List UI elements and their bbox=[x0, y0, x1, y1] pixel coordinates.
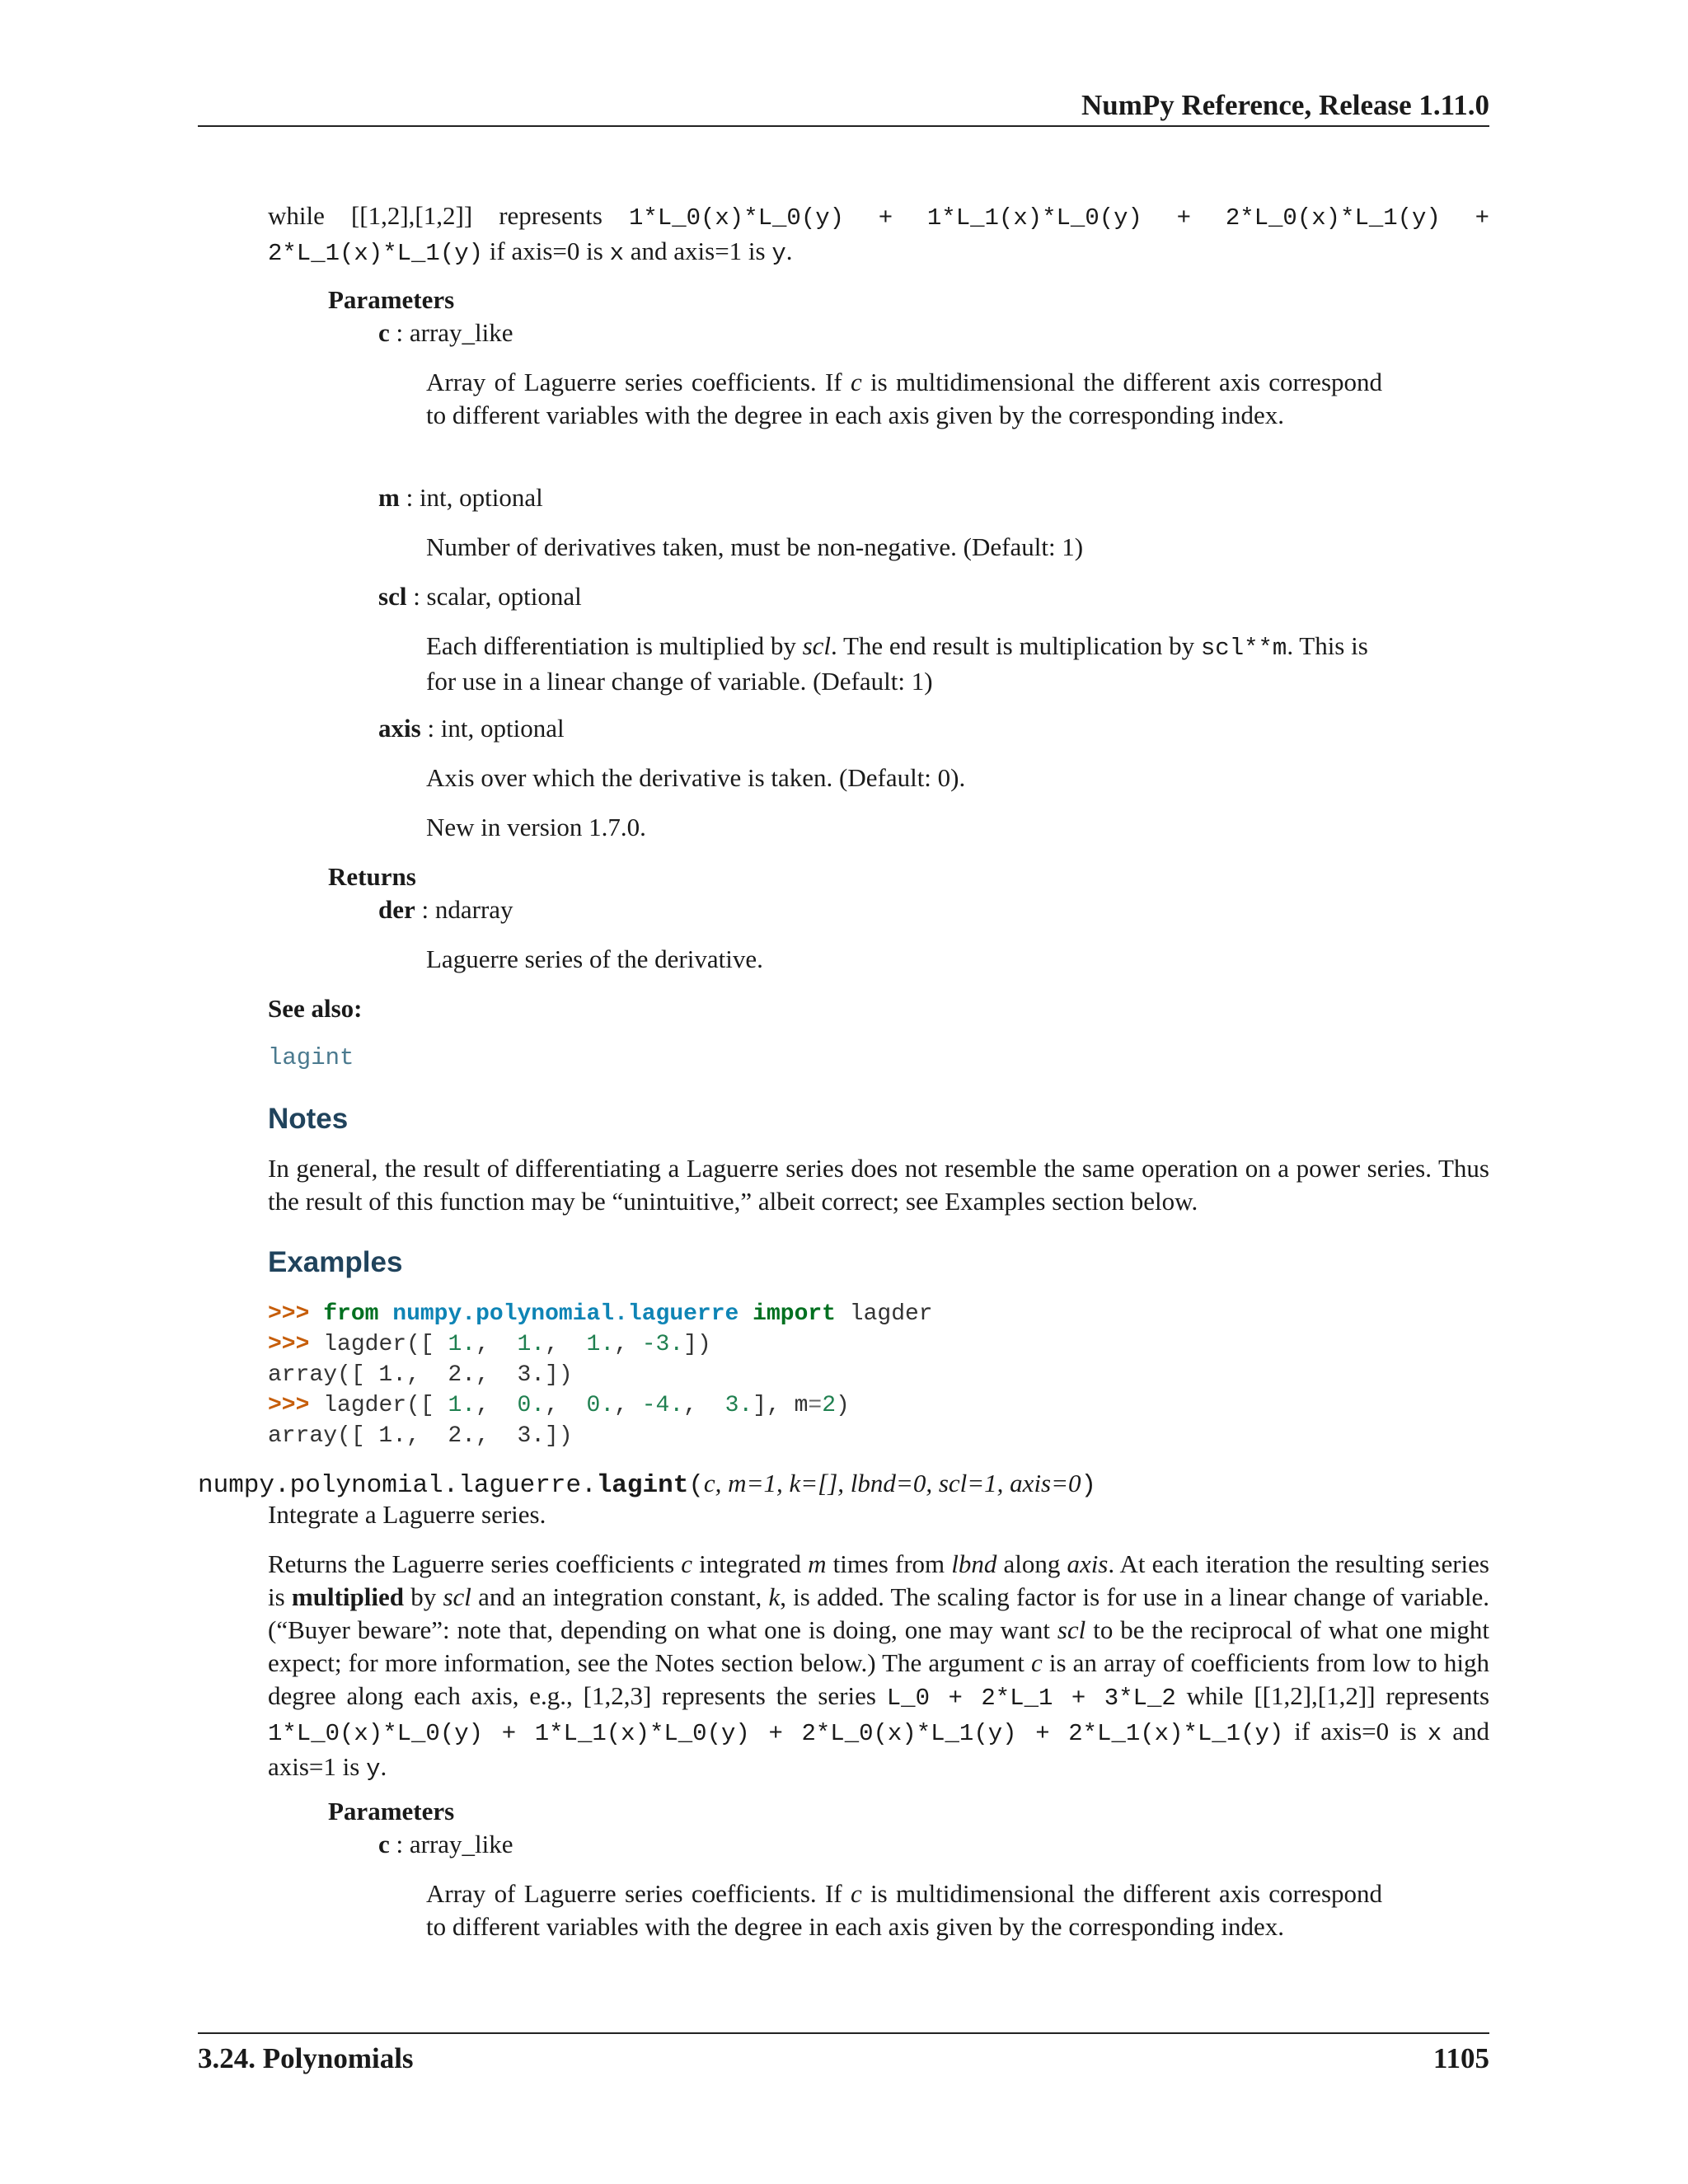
lagint-name: lagint bbox=[596, 1471, 689, 1500]
footer-section: 3.24. Polynomials bbox=[198, 2042, 414, 2074]
param-m-desc: Number of derivatives taken, must be non-negative. (Default: 1) bbox=[426, 532, 1084, 561]
code-output: array([ 1., 2., 3.]) bbox=[268, 1362, 573, 1388]
footer-page-number: 1105 bbox=[1432, 2042, 1489, 2074]
code-line: >>> lagder([ 1., 0., 0., -4., 3.], m=2) bbox=[268, 1393, 850, 1418]
param-scl-desc: Each differentiation is multiplied by scl. The end result is multiplication by scl**m. This is for use in a linear change of variable. (Default: 1) bbox=[426, 631, 1368, 696]
page-header bbox=[198, 89, 1489, 127]
param-m: m : int, optional bbox=[378, 483, 543, 512]
param-axis-version: New in version 1.7.0. bbox=[426, 813, 646, 841]
return-der-desc: Laguerre series of the derivative. bbox=[426, 944, 763, 973]
param-axis: axis : int, optional bbox=[378, 714, 565, 743]
see-also-link-lagint[interactable]: lagint bbox=[268, 1044, 354, 1071]
lagint-description: Returns the Laguerre series coefficients c integrated m times from lbnd along axis. At each iteration the resulting series is multiplied by scl and an integration constant, k, is added. The scaling factor is for use in a linear change of variable. (“Buyer beware”: note that, depending on what one is doing, one may want scl to be the reciprocal of what one might expect; for more information, see the Notes section below.) The argument c is an array of coefficients from low to high degree along each axis, e.g., [1,2,3] represents the series L_0 + 2*L_1 + 3*L_2 while [[1,2],[1,2]] represents 1*L_0(x)*L_0(y) + 1*L_1(x)*L_0(y) + 2*L_0(x)*L_1(y) + 2*L_1(x)*L_1(y) if axis=0 is x and axis=1 is y. bbox=[268, 1549, 1490, 1783]
lagint-summary: Integrate a Laguerre series. bbox=[268, 1500, 546, 1529]
parameters-label: Parameters bbox=[328, 285, 455, 314]
notes-text: In general, the result of differentiating a Laguerre series does not resemble the same operation on a power series. Thus the result of this function may be “unintuitive,” albeit correct; see Examples section below. bbox=[268, 1154, 1489, 1216]
param-c-desc: Array of Laguerre series coefficients. If c is multidimensional the different axis correspond to different variables with the degree in each axis given by the corresponding index. bbox=[426, 368, 1383, 429]
lagint-param-c-desc: Array of Laguerre series coefficients. If c is multidimensional the different axis correspond to different variables with the degree in each axis given by the corresponding index. bbox=[426, 1879, 1383, 1941]
header-title: NumPy Reference, Release 1.11.0 bbox=[1081, 89, 1489, 121]
notes-heading: Notes bbox=[268, 1103, 349, 1135]
page-footer bbox=[198, 2032, 1489, 2075]
lagder-intro: while [[1,2],[1,2]] represents 1*L_0(x)*L_0(y) + 1*L_1(x)*L_0(y) + 2*L_0(x)*L_1(y) + 2*L_1(x)*L_1(y) if axis=0 is x and axis=1 is y. bbox=[268, 201, 1489, 267]
param-axis-desc: Axis over which the derivative is taken. (Default: 0). bbox=[426, 763, 966, 792]
lagint-signature: numpy.polynomial.laguerre.lagint(c, m=1, k=[], lbnd=0, scl=1, axis=0) bbox=[198, 1469, 1097, 1500]
code-line: >>> from numpy.polynomial.laguerre import lagder bbox=[268, 1301, 933, 1327]
lagint-param-c: c : array_like bbox=[378, 1830, 513, 1858]
lagint-parameters-label: Parameters bbox=[328, 1797, 455, 1825]
return-der: der : ndarray bbox=[378, 895, 513, 924]
param-scl: scl : scalar, optional bbox=[378, 582, 582, 611]
code-line: >>> lagder([ 1., 1., 1., -3.]) bbox=[268, 1332, 711, 1357]
example-code bbox=[268, 1299, 933, 1451]
param-c: c : array_like bbox=[378, 318, 513, 347]
examples-heading: Examples bbox=[268, 1246, 403, 1278]
see-also-label: See also: bbox=[268, 994, 363, 1023]
returns-label: Returns bbox=[328, 862, 416, 891]
code-output: array([ 1., 2., 3.]) bbox=[268, 1423, 573, 1449]
